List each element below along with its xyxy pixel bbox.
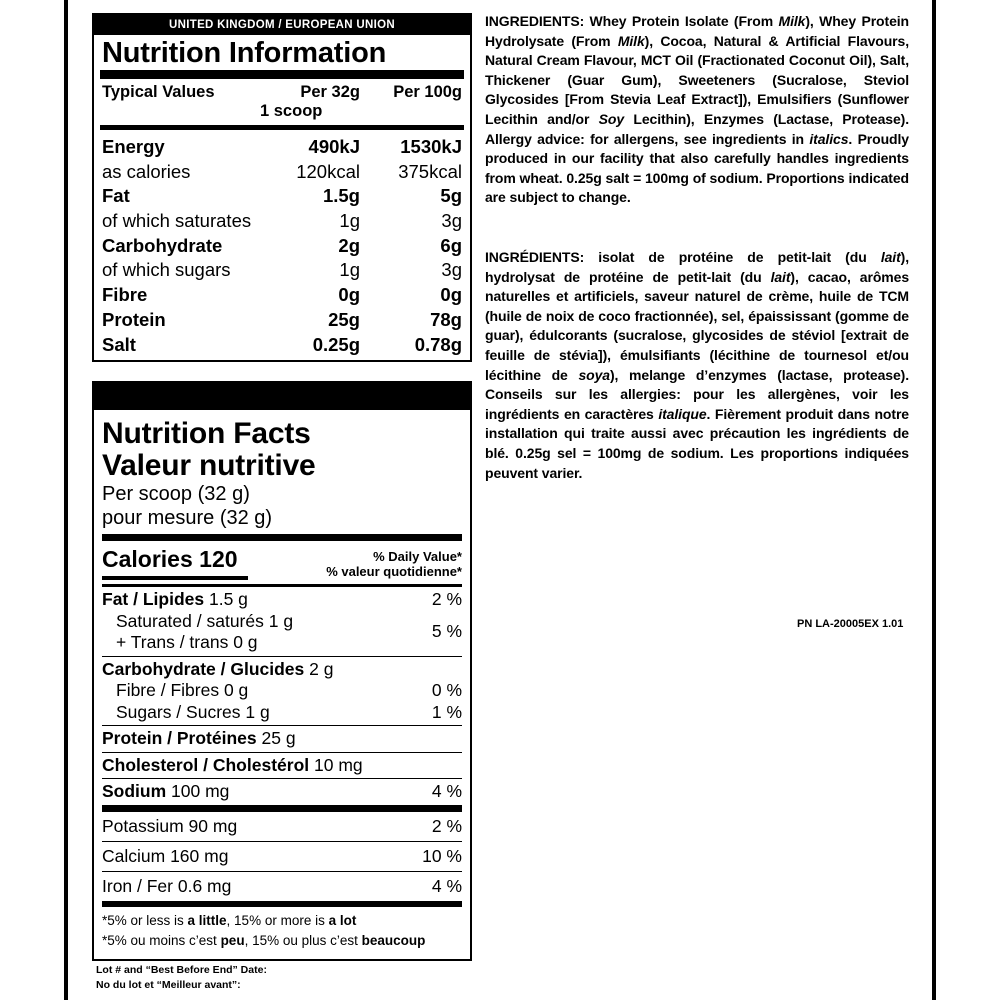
- ca-calories-row: [102, 546, 462, 580]
- ca-protein-amount: 25 g: [256, 728, 296, 748]
- ca-foot-en-text: , 15% or more is: [226, 912, 329, 928]
- ca-fibre-dv: 0 %: [431, 680, 462, 700]
- right-border-line: [932, 0, 936, 1000]
- ingredients-fr-text: ), hydrolysat de protéine de petit-lait (du: [485, 249, 909, 285]
- ca-foot-fr-text: *5% ou moins c’est: [102, 932, 221, 948]
- ca-chol-amount: 10 mg: [309, 754, 363, 775]
- ca-chol-row: [102, 755, 462, 777]
- ca-dv-fr: % valeur quotidienne*: [326, 564, 462, 579]
- ingredients-fr-italique: italique: [658, 405, 707, 422]
- uk-row-energy: [94, 135, 470, 160]
- ca-fat-label: Fat / Lipides: [102, 589, 205, 609]
- ca-sugars-row: [102, 702, 462, 724]
- ca-fibre-label: Fibre / Fibres 0 g: [116, 680, 249, 700]
- ca-sat-trans-dv: 5 %: [431, 621, 462, 642]
- uk-cell-label: Salt: [102, 333, 136, 355]
- uk-cell-per-100g: 5g: [440, 185, 462, 207]
- ca-title-en: Nutrition Facts: [102, 417, 311, 450]
- ca-fibre-row: [102, 680, 462, 702]
- uk-cell-label: of which sugars: [102, 259, 231, 281]
- uk-cell-per-serving: 1g: [339, 210, 360, 232]
- ca-sat-trans-row: [102, 611, 462, 654]
- ingredients-english: [485, 12, 909, 208]
- ca-sat: Saturated / saturés 1 g: [116, 610, 294, 631]
- ca-minerals: [102, 812, 462, 901]
- lot-line-en: Lot # and “Best Before End” Date:: [96, 964, 267, 976]
- uk-cell-per-100g: 0.78g: [414, 333, 462, 355]
- ca-fat-dv: 2 %: [431, 589, 462, 609]
- ca-serving-en: Per scoop (32 g): [102, 483, 250, 505]
- uk-cell-label: of which saturates: [102, 210, 252, 232]
- uk-cell-per-serving: 0g: [338, 284, 360, 306]
- uk-cell-per-serving: 120kcal: [296, 160, 360, 182]
- uk-header-per-serving: [260, 83, 360, 121]
- uk-cell-label: Protein: [102, 308, 166, 330]
- uk-row-carbohydrate: [94, 234, 470, 259]
- ingredients-french: [485, 248, 909, 483]
- uk-cell-per-100g: 375kcal: [398, 160, 462, 182]
- ingredients-en-text: Lecithin), Enzymes (Lactase, Protease). Allergy advice: for allergens, see ingredients in: [485, 110, 909, 147]
- ca-carb-row: [102, 659, 462, 681]
- uk-cell-per-100g: 3g: [441, 210, 462, 232]
- uk-cell-per-serving: 490kJ: [308, 136, 360, 157]
- ingredients-en-allergen: Milk: [617, 32, 645, 49]
- uk-header-per-serving-line2: 1 scoop: [260, 102, 323, 120]
- ca-thick-rule: [102, 805, 462, 812]
- ca-chol-label: Cholesterol / Cholestérol: [102, 754, 310, 775]
- left-border-line: [64, 0, 68, 1000]
- ca-calories-underline: [102, 576, 248, 580]
- ingredients-en-text: ), Cocoa, Natural & Artificial Flavours, Natural Cream Flavour, MCT Oil (Fractionated Coconut Oil), Salt, Thickener (Guar Gum), Sweeteners (Sucralose, Steviol Glycosides [From Stevia Leaf Extract]), Emulsifiers (Sunflower Lecithin and/or: [485, 32, 909, 127]
- ca-mineral-dv: 10 %: [422, 845, 462, 866]
- uk-cell-label: Fat: [102, 185, 130, 207]
- ca-sodium-row: [102, 781, 462, 803]
- uk-cell-per-serving: 25g: [328, 308, 360, 330]
- ca-mineral-dv: 4 %: [431, 875, 462, 896]
- ca-calories: Calories 120: [102, 546, 238, 572]
- uk-cell-per-serving: 1g: [339, 259, 360, 281]
- uk-cell-label: Energy: [102, 136, 165, 157]
- ca-foot-en-lot: a lot: [328, 912, 357, 928]
- uk-nutrition-table: [92, 13, 472, 362]
- ingredients-en-italics: italics: [809, 130, 849, 147]
- ingredients-fr-text: ), cacao, arômes naturelles et artificiels, saveur naturel de crème, huile de TCM (huile de noix de coco fractionnée), sel, épaississant (gomme de guar), édulcorants (sucralose, glycosides de stéviol [extrait de feuille de stévia]), émulsifiants (lécithine de tournesol et/ou lécithine de: [485, 268, 910, 383]
- lot-line-fr: No du lot et “Meilleur avant”:: [96, 979, 241, 991]
- ca-title-fr: Valeur nutritive: [102, 449, 316, 482]
- ca-sodium-amount: 100 mg: [166, 781, 230, 801]
- ca-dv-en: % Daily Value*: [373, 549, 462, 564]
- ca-carb-label: Carbohydrate / Glucides: [102, 658, 305, 679]
- uk-row-of-which-saturates: [94, 209, 470, 234]
- ingredients-en-text: . Proudly produced in our facility that also carefully handles ingredients from wheat. 0.25g salt = 100mg of sodium. Proportions indicated are subject to change.: [485, 130, 909, 206]
- ca-foot-fr-beaucoup: beaucoup: [361, 932, 426, 948]
- uk-cell-per-serving: 0.25g: [312, 333, 360, 355]
- uk-row-of-which-sugars: [94, 258, 470, 283]
- ca-daily-value-heading: [326, 549, 462, 579]
- ca-footnote-fr: [102, 931, 462, 951]
- ca-mineral-label: Iron / Fer 0.6 mg: [102, 875, 232, 896]
- uk-header-row: [94, 79, 470, 125]
- ca-sodium-group: [102, 779, 462, 805]
- ca-chol-group: [102, 753, 462, 779]
- ca-mineral-dv: 2 %: [431, 815, 462, 836]
- uk-row-salt: [94, 333, 470, 358]
- ca-fat-amount: 1.5 g: [204, 589, 248, 609]
- ca-footnote-en: [102, 911, 462, 931]
- ca-mineral-row: [102, 872, 462, 901]
- uk-header-per-100g: Per 100g: [393, 83, 462, 101]
- uk-row-protein: [94, 308, 470, 333]
- ca-mineral-row: [102, 812, 462, 841]
- lot-info: [96, 963, 267, 993]
- uk-banner: UNITED KINGDOM / EUROPEAN UNION: [94, 15, 470, 35]
- ingredients-en-text: INGREDIENTS: Whey Protein Isolate (From: [485, 13, 779, 29]
- uk-title: Nutrition Information: [102, 37, 387, 69]
- ca-carb-group: [102, 657, 462, 726]
- ca-foot-en-text: *5% or less is: [102, 912, 188, 928]
- ca-mineral-row: [102, 842, 462, 871]
- uk-cell-label: as calories: [102, 160, 191, 182]
- ca-sodium-dv: 4 %: [431, 781, 462, 801]
- ingredients-en-allergen: Milk: [778, 13, 806, 29]
- ingredients-fr-allergen: lait: [880, 249, 901, 265]
- ca-sodium-label: Sodium: [102, 781, 167, 801]
- uk-thick-rule: [100, 70, 464, 79]
- part-number: PN LA-20005EX 1.01: [797, 618, 904, 630]
- ca-fat-group: [102, 587, 462, 656]
- ca-foot-fr-text: , 15% ou plus c’est: [244, 932, 362, 948]
- uk-rows: [94, 130, 470, 360]
- uk-cell-label: Fibre: [102, 284, 148, 306]
- uk-cell-per-100g: 6g: [440, 234, 462, 256]
- ca-sugars-label: Sugars / Sucres 1 g: [116, 701, 270, 722]
- ca-protein-group: [102, 726, 462, 752]
- ingredients-fr-allergen: lait: [770, 268, 791, 285]
- uk-row-fat: [94, 184, 470, 209]
- ca-protein-label: Protein / Protéines: [102, 728, 257, 748]
- uk-header-per-serving-line1: Per 32g: [300, 83, 360, 101]
- ca-footnote: [102, 907, 462, 951]
- uk-cell-per-100g: 1530kJ: [400, 136, 462, 157]
- ingredients-fr-text: INGRÉDIENTS: isolat de protéine de petit-lait (du: [485, 249, 881, 265]
- uk-header-typical: Typical Values: [102, 83, 215, 101]
- ca-thick-rule: [102, 534, 462, 541]
- ca-sugars-dv: 1 %: [431, 701, 462, 722]
- ca-fat-row: [102, 589, 462, 611]
- ingredients-fr-allergen: soya: [578, 366, 610, 383]
- uk-row-fibre: [94, 283, 470, 308]
- ingredients-en-text: ), Whey Protein Hydrolysate (From: [485, 13, 909, 49]
- uk-cell-per-100g: 3g: [441, 259, 462, 281]
- ca-carb-amount: 2 g: [304, 658, 334, 679]
- uk-cell-per-100g: 78g: [430, 308, 462, 330]
- ca-mineral-label: Calcium 160 mg: [102, 845, 229, 866]
- ca-protein-row: [102, 728, 462, 750]
- ingredients-en-allergen: Soy: [598, 110, 625, 127]
- uk-cell-per-serving: 1.5g: [322, 185, 360, 207]
- ingredients-fr-text: ), melange d’enzymes (lactase, protease). Conseils sur les allergies: pour les allergènes, voir les ingrédients en caractères: [485, 366, 909, 422]
- ca-foot-fr-peu: peu: [220, 932, 245, 948]
- uk-cell-per-100g: 0g: [440, 284, 462, 306]
- uk-cell-label: Carbohydrate: [102, 234, 223, 256]
- uk-row-as-calories: [94, 160, 470, 185]
- ca-serving-fr: pour mesure (32 g): [102, 507, 273, 529]
- uk-cell-per-serving: 2g: [338, 234, 360, 256]
- ingredients-fr-text: . Fièrement produit dans notre installation qui traite aussi avec précaution les ingrédients de blé. 0.25g sel = 100mg de sodium. Les proportions indiquées peuvent varier.: [485, 405, 909, 481]
- ca-nutrition-facts: [92, 381, 472, 961]
- ca-mineral-label: Potassium 90 mg: [102, 815, 238, 836]
- ca-trans: + Trans / trans 0 g: [116, 632, 258, 652]
- ca-top-bar: [94, 383, 470, 410]
- ca-foot-en-little: a little: [187, 912, 227, 928]
